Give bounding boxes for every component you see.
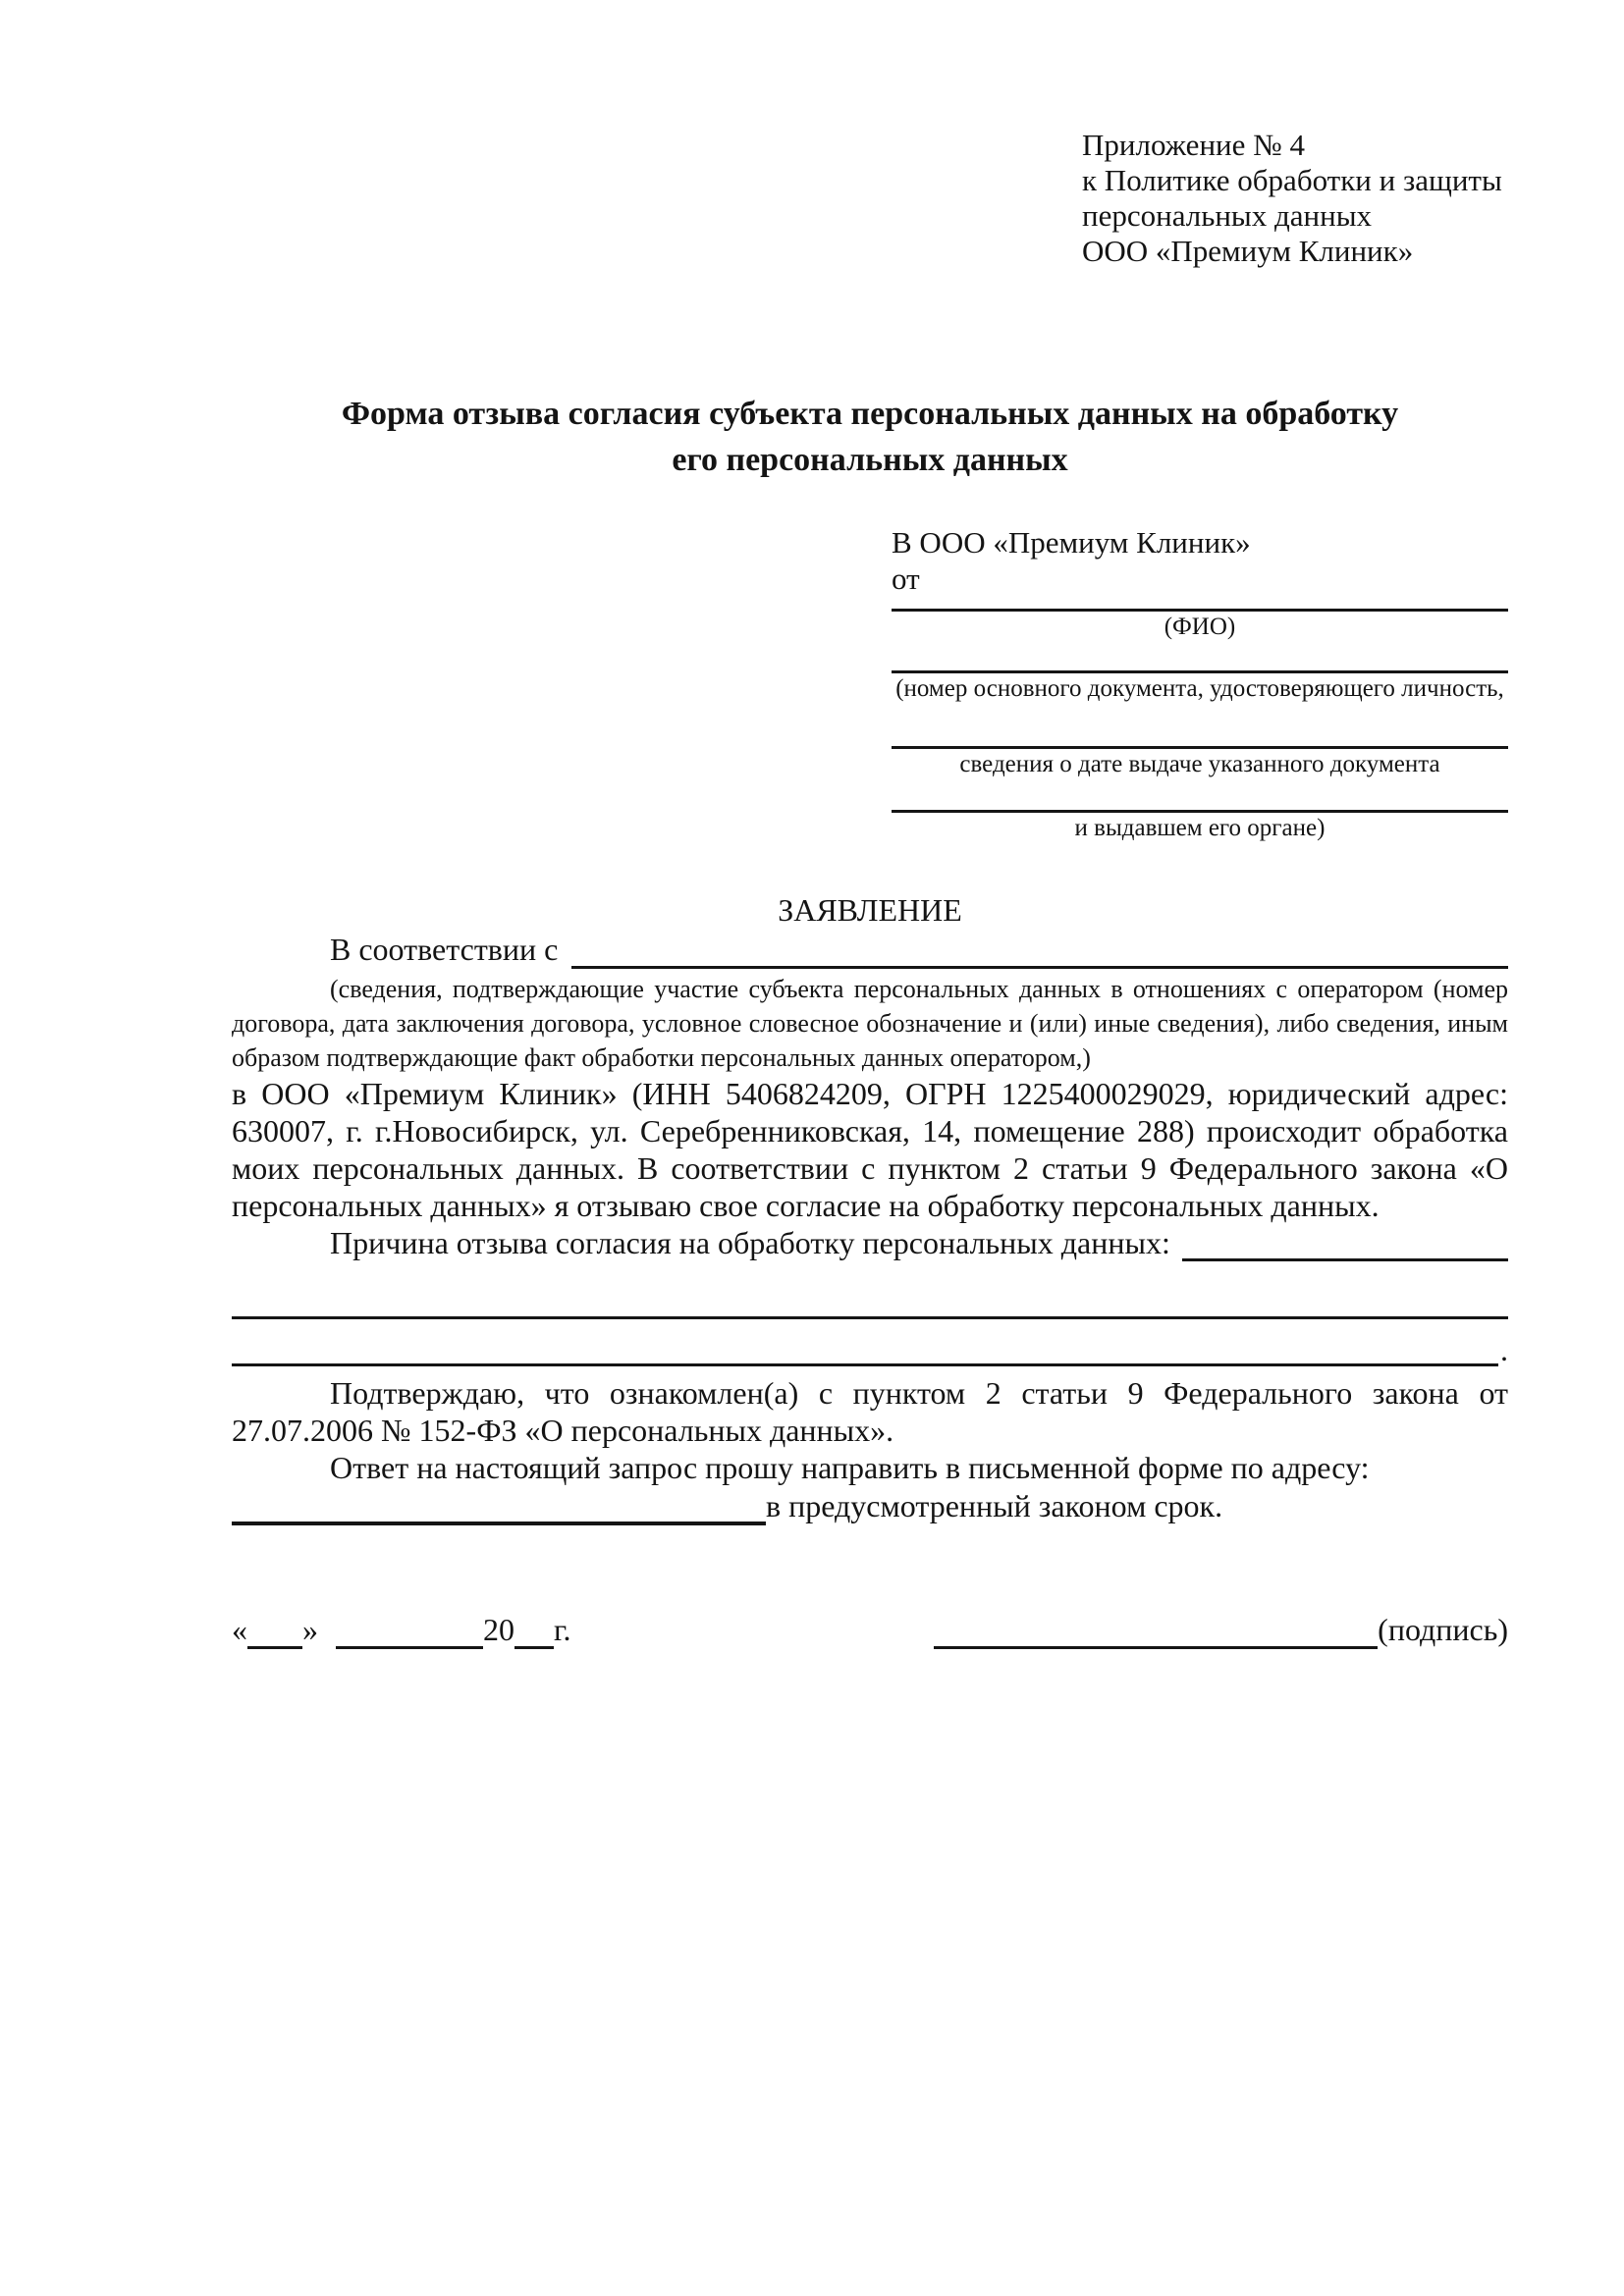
document-title-line-1: Форма отзыва согласия субъекта персональных данных на обработку: [341, 396, 1399, 432]
reason-prefix: Причина отзыва согласия на обработку персональных данных:: [330, 1225, 1170, 1260]
document-title: [232, 391, 1508, 483]
appendix-line-1: Приложение № 4: [1082, 128, 1305, 162]
year-blank-line: [514, 1615, 554, 1649]
reply-suffix: в предусмотренный законом срок.: [766, 1488, 1223, 1523]
appendix-line-4: ООО «Премиум Клиник»: [1082, 234, 1414, 268]
document-number-blank-line: [892, 640, 1508, 673]
year-prefix: 20: [483, 1612, 514, 1647]
accordance-prefix: В соответствии с: [330, 932, 559, 967]
statement-heading: ЗАЯВЛЕНИЕ: [778, 892, 962, 928]
reason-extra-blank-line-2-rule: [232, 1318, 1498, 1366]
reason-row: [330, 1224, 1508, 1261]
addressee-block: [892, 524, 1508, 841]
reason-extra-blank-line-1: [232, 1261, 1508, 1319]
date-group: [232, 1610, 571, 1649]
appendix-line-3: персональных данных: [1082, 198, 1373, 233]
recipient-line: В ООО «Премиум Клиник»: [892, 525, 1251, 560]
reply-address-blank-line: [232, 1488, 766, 1525]
month-blank-line: [336, 1615, 483, 1649]
appendix-line-2: к Политике обработки и защиты: [1082, 163, 1502, 197]
from-label: от: [892, 561, 920, 596]
main-paragraph: в ООО «Премиум Клиник» (ИНН 5406824209, ОГРН 1225400029029, юридический адрес: 630007, г. г.Новосибирск, ул. Серебренниковская, 14, помещение 288) происходит обработка моих персональных данных. В соответствии с пунктом 2 статьи 9 Федерального закона «О персональных данных» я отзываю свое согласие на обработку персональных данных.: [232, 1076, 1508, 1223]
accordance-blank-line: [571, 933, 1508, 969]
basis-note: (сведения, подтверждающие участие субъекта персональных данных в отношениях с оператором (номер договора, дата заключения договора, условное словесное обозначение и (или) иные сведения), либо сведения, иным образом подтверждающие факт обработки персональных данных оператором,): [232, 975, 1508, 1072]
fio-blank-line: [892, 597, 1508, 612]
issuer-blank-line: [892, 777, 1508, 813]
reason-blank-line: [1182, 1225, 1508, 1261]
accordance-row: [330, 930, 1508, 969]
footer-row: [232, 1610, 1508, 1649]
document-number-caption: (номер основного документа, удостоверяющего личность,: [895, 675, 1504, 702]
reason-line-period: .: [1500, 1332, 1508, 1367]
day-blank-line: [247, 1615, 302, 1649]
issuer-caption: и выдавшем его органе): [1074, 815, 1326, 841]
appendix-block: [1082, 128, 1508, 269]
signature-caption: (подпись): [1378, 1612, 1508, 1647]
issue-date-caption: сведения о дате выдаче указанного документа: [959, 751, 1440, 777]
signature-blank-line: [934, 1615, 1378, 1649]
fio-caption: (ФИО): [1164, 614, 1236, 640]
reply-request-paragraph: Ответ на настоящий запрос прошу направить в письменной форме по адресу:: [330, 1450, 1370, 1485]
date-quote-close: »: [302, 1612, 318, 1647]
reason-extra-blank-line-2: [232, 1319, 1508, 1366]
document-title-line-2: его персональных данных: [672, 442, 1068, 478]
confirmation-paragraph: Подтверждаю, что ознакомлен(а) с пунктом 2 статьи 9 Федерального закона от 27.07.2006 № 152-ФЗ «О персональных данных».: [232, 1375, 1508, 1448]
signature-group: [934, 1610, 1508, 1649]
year-suffix: г.: [554, 1612, 571, 1647]
issue-date-blank-line: [892, 702, 1508, 749]
reply-address-row: [232, 1486, 1508, 1525]
date-quote-open: «: [232, 1612, 247, 1647]
